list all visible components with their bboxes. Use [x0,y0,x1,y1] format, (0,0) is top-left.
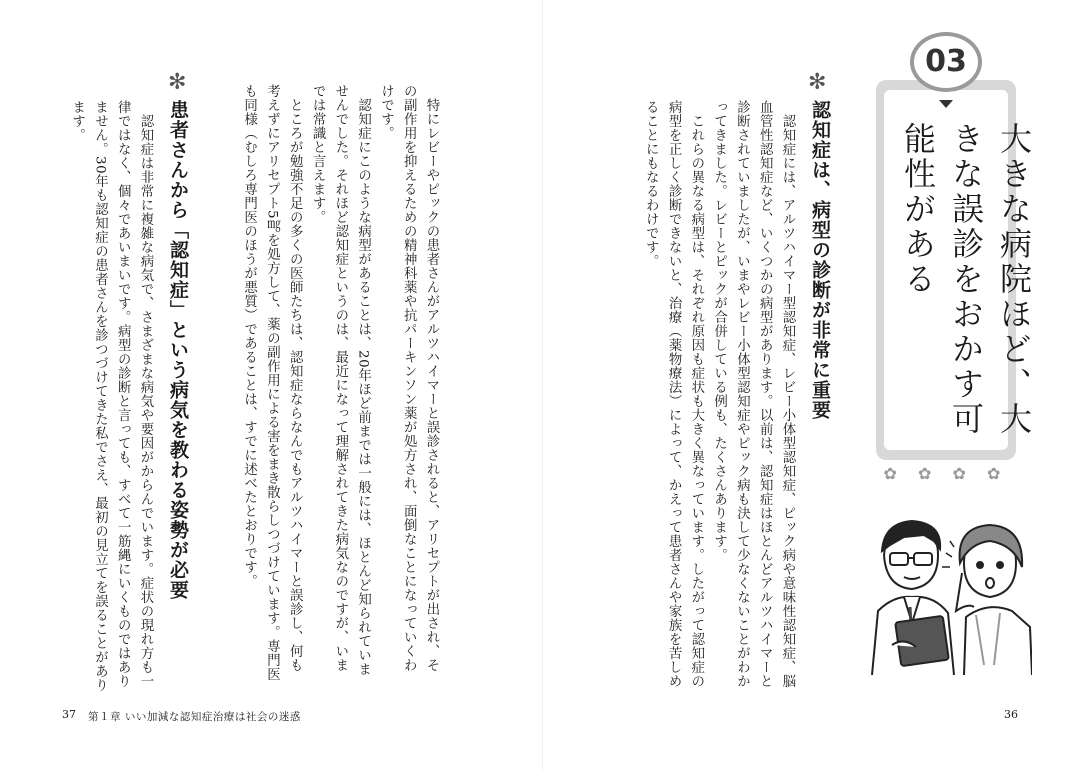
doctor-and-patient-illustration [864,515,1032,675]
chapter-title: 大きな病院ほど、大きな誤診をおかす可能性がある [899,122,1033,437]
section-mark-icon: ✻ [808,70,827,95]
right-section-heading: 認知症は、病型の診断が非常に重要 [809,100,831,420]
left-page-number: 37 [62,708,76,721]
gutter [542,0,543,770]
right-page-number: 36 [1004,708,1018,721]
triangle-marker-icon [939,100,953,108]
left-body-text-top: 特にレビーやピックの患者さんがアルツハイマーと誤診されると、アリセプトが出され、その副作用を抑えるための精神科薬や抗パーキンソン薬が処方され、面倒なことになっていくわけです。 認知症にこのような病型があることは、20年ほど前までは一般には、ほとんど知られていませんでした。それほど認知症というのは、最近になって理解されてきた病気なのですが、いまでは常識と言えます。 ところが勉強不足の多くの医師たちは、認知症ならなんでもアルツハイマーと誤診し、何も考えずにアリセプト5㎎を処方して、薬の副作用による害をまき散らしつづけています。専門医も同様（むしろ専門医のほうが悪質）であることは、すでに述べたとおりです。 [241,84,439,682]
flower-ornament-icon: ✿ ✿ ✿ ✿ [883,464,1009,483]
right-body-text: 認知症には、アルツハイマー型認知症、レビー小体型認知症、ピック病や意味性認知症、脳血管性認知症など、いくつかの病型があります。以前は、認知症はほとんどアルツハイマーと診断されていましたが、いまやレビー小体型認知症やピック病も決して少なくないことがわかってきました。レビーとピックが合併している例も、たくさんあります。 これらの異なる病型は、それぞれ原因も症状も大きく異なっています。したがって認知症の病型を正しく診断できないと、治療（薬物療法）によって、かえって患者さんや家族を苦しめることにもなるわけです。 [643,100,795,688]
running-head: 第１章 いい加減な認知症治療は社会の迷惑 [88,711,301,723]
left-body-text-bottom: 認知症は非常に複雑な病気で、さまざまな病気や要因がからんでいます。症状の現れ方も一律ではなく、個々であいまいです。病型の診断と言っても、すべて一筋縄にいくものではありません。30年も認知症の患者さんを診つづけてきた私でさえ、最初の見立てを誤ることがあります。 [69,100,153,693]
chapter-number-badge: 03 [910,32,982,92]
chapter-title-plate [866,28,1033,498]
section-mark-icon: ✻ [168,70,187,95]
left-section-heading: 患者さんから「認知症」という病気を教わる姿勢が必要 [167,100,189,600]
